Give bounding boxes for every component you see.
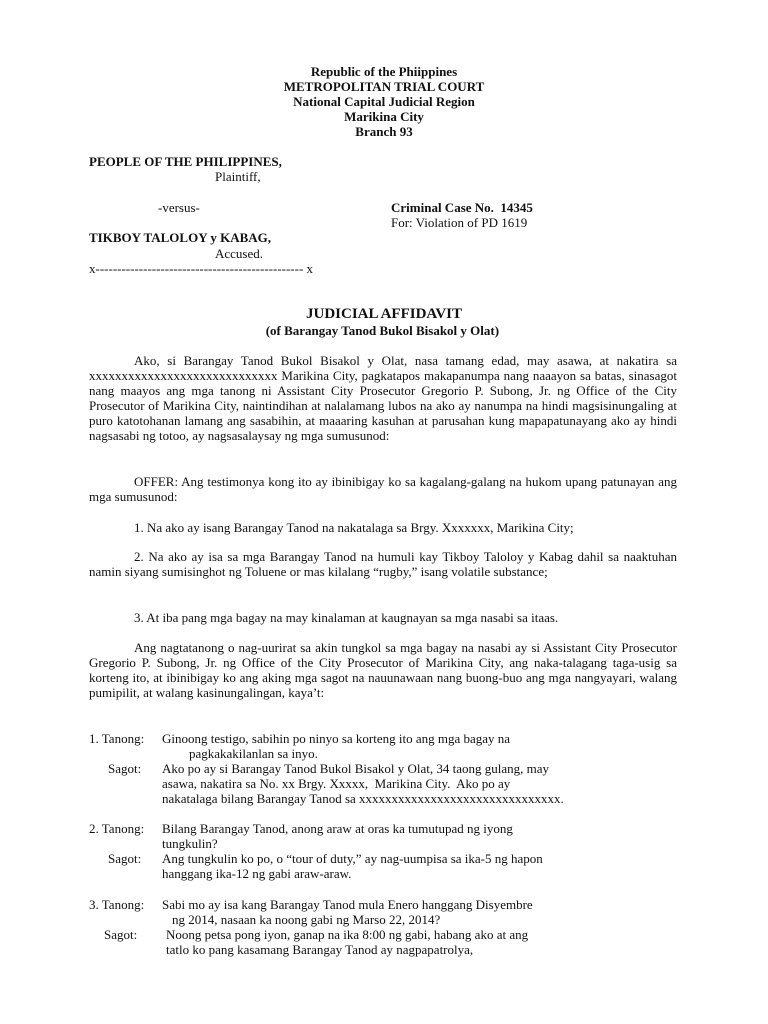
offer-paragraph: OFFER: Ang testimonya kong ito ay ibinibigay ko sa kagalang-galang na hukom upang patunayan ang mga sumusunod: bbox=[89, 474, 677, 504]
offer-item-3: 3. At iba pang mga bagay na may kinalaman at kaugnayan sa mga nasabi sa itaas. bbox=[134, 610, 559, 625]
header-republic: Republic of the Phiippines bbox=[310, 64, 458, 79]
answer-2-text-line1: Ang tungkulin ko po, o “tour of duty,” ay nag-uumpisa sa ika-5 ng hapon bbox=[162, 851, 543, 866]
document-subtitle bbox=[0, 323, 768, 338]
question-3-text-line2: ng 2014, nasaan ka noong gabi ng Marso 22, 2014? bbox=[172, 912, 441, 927]
accused-role: Accused. bbox=[215, 246, 264, 261]
subtitle-text: (of Barangay Tanod Bukol Bisakol y Olat) bbox=[265, 323, 500, 338]
answer-1-text-line1: Ako po ay si Barangay Tanod Bukol Bisakol y Olat, 34 taong gulang, may bbox=[162, 761, 549, 776]
case-violation: For: Violation of PD 1619 bbox=[391, 215, 528, 230]
question-2-label: 2. Tanong: bbox=[89, 821, 145, 836]
answer-2-label: Sagot: bbox=[108, 851, 142, 866]
document-title: JUDICIAL AFFIDAVIT bbox=[305, 306, 462, 322]
header-branch: Branch 93 bbox=[355, 124, 413, 139]
header-region: National Capital Judicial Region bbox=[293, 94, 475, 109]
header-court: METROPOLITAN TRIAL COURT bbox=[283, 79, 485, 94]
examiner-paragraph: Ang nagtatanong o nag-uurirat sa akin tungkol sa mga bagay na nasabi ay si Assistant City Prosecutor Gregorio P. Subong, Jr. ng Office of the City Prosecutor of Marikina City, ang naka-talagang taga-usig sa korteng ito, at ibinibigay ko ang aking mga sagot na nauunawaan nang buong-buo ang mga nangyayari, walang pumipilit, at walang kasinungalingan, kaya’t: bbox=[89, 640, 677, 700]
question-1-label: 1. Tanong: bbox=[89, 731, 145, 746]
case-number: Criminal Case No. 14345 bbox=[391, 200, 533, 215]
answer-1-label: Sagot: bbox=[108, 761, 142, 776]
versus-label: -versus- bbox=[158, 200, 200, 215]
answer-3-label: Sagot: bbox=[104, 927, 138, 942]
question-2-text-line2: tungkulin? bbox=[162, 836, 218, 851]
question-1-text-line1: Ginoong testigo, sabihin po ninyo sa korteng ito ang mga bagay na bbox=[162, 731, 511, 746]
plaintiff-role: Plaintiff, bbox=[215, 169, 261, 184]
header-city: Marikina City bbox=[344, 109, 424, 124]
question-1-text-line2: pagkakakilanlan sa inyo. bbox=[189, 746, 318, 761]
caption-separator: x------------------------------------------------ x bbox=[89, 261, 314, 276]
answer-1-text-line2: asawa, nakatira sa No. xx Brgy. Xxxxx, Marikina City. Ako po ay bbox=[162, 776, 511, 791]
question-2-text-line1: Bilang Barangay Tanod, anong araw at oras ka tumutupad ng iyong bbox=[162, 821, 513, 836]
offer-item-2: 2. Na ako ay isa sa mga Barangay Tanod na humuli kay Tikboy Taloloy y Kabag dahil sa naaktuhan namin siyang sumisinghot ng Toluene or mas kilalang “rugby,” isang volatile substance; bbox=[89, 549, 677, 579]
answer-3-text-line2: tatlo ko pang kasamang Barangay Tanod ay nagpapatrolya, bbox=[166, 942, 474, 957]
subtitle-underscore bbox=[499, 323, 502, 338]
accused-name: TIKBOY TALOLOY y KABAG, bbox=[89, 230, 272, 245]
question-3-text-line1: Sabi mo ay isa kang Barangay Tanod mula Enero hanggang Disyembre bbox=[162, 897, 533, 912]
offer-item-1: 1. Na ako ay isang Barangay Tanod na nakatalaga sa Brgy. Xxxxxxx, Marikina City; bbox=[134, 520, 574, 535]
answer-3-text-line1: Noong petsa pong iyon, ganap na ika 8:00 ng gabi, habang ako at ang bbox=[166, 927, 529, 942]
answer-1-text-line3: nakatalaga bilang Barangay Tanod sa xxxxxxxxxxxxxxxxxxxxxxxxxxxxxxx. bbox=[162, 791, 564, 806]
answer-2-text-line2: hanggang ika-12 ng gabi araw-araw. bbox=[162, 866, 352, 881]
intro-paragraph: Ako, si Barangay Tanod Bukol Bisakol y Olat, nasa tamang edad, may asawa, at nakatira sa xxxxxxxxxxxxxxxxxxxxxxxxxxxxx Marikina City, pagkatapos makapanumpa nang naaayon sa batas, sinasagot nang maayos ang mga tanong ni Assistant City Prosecutor Gregorio P. Subong, Jr. ng Office of the City Prosecutor of Marikina City, naintindihan at nalalamang lubos na ako ay nanumpa na hindi magsisinungaling at puro katotohanan lamang ang sasabihin, at maaaring kasuhan at parusahan kung mapapatunayang ako ay hindi nagsasabi ng totoo, ay nagsasalaysay ng mga sumusunod: bbox=[89, 353, 677, 443]
plaintiff-name: PEOPLE OF THE PHILIPPINES, bbox=[89, 154, 282, 169]
question-3-label: 3. Tanong: bbox=[89, 897, 145, 912]
